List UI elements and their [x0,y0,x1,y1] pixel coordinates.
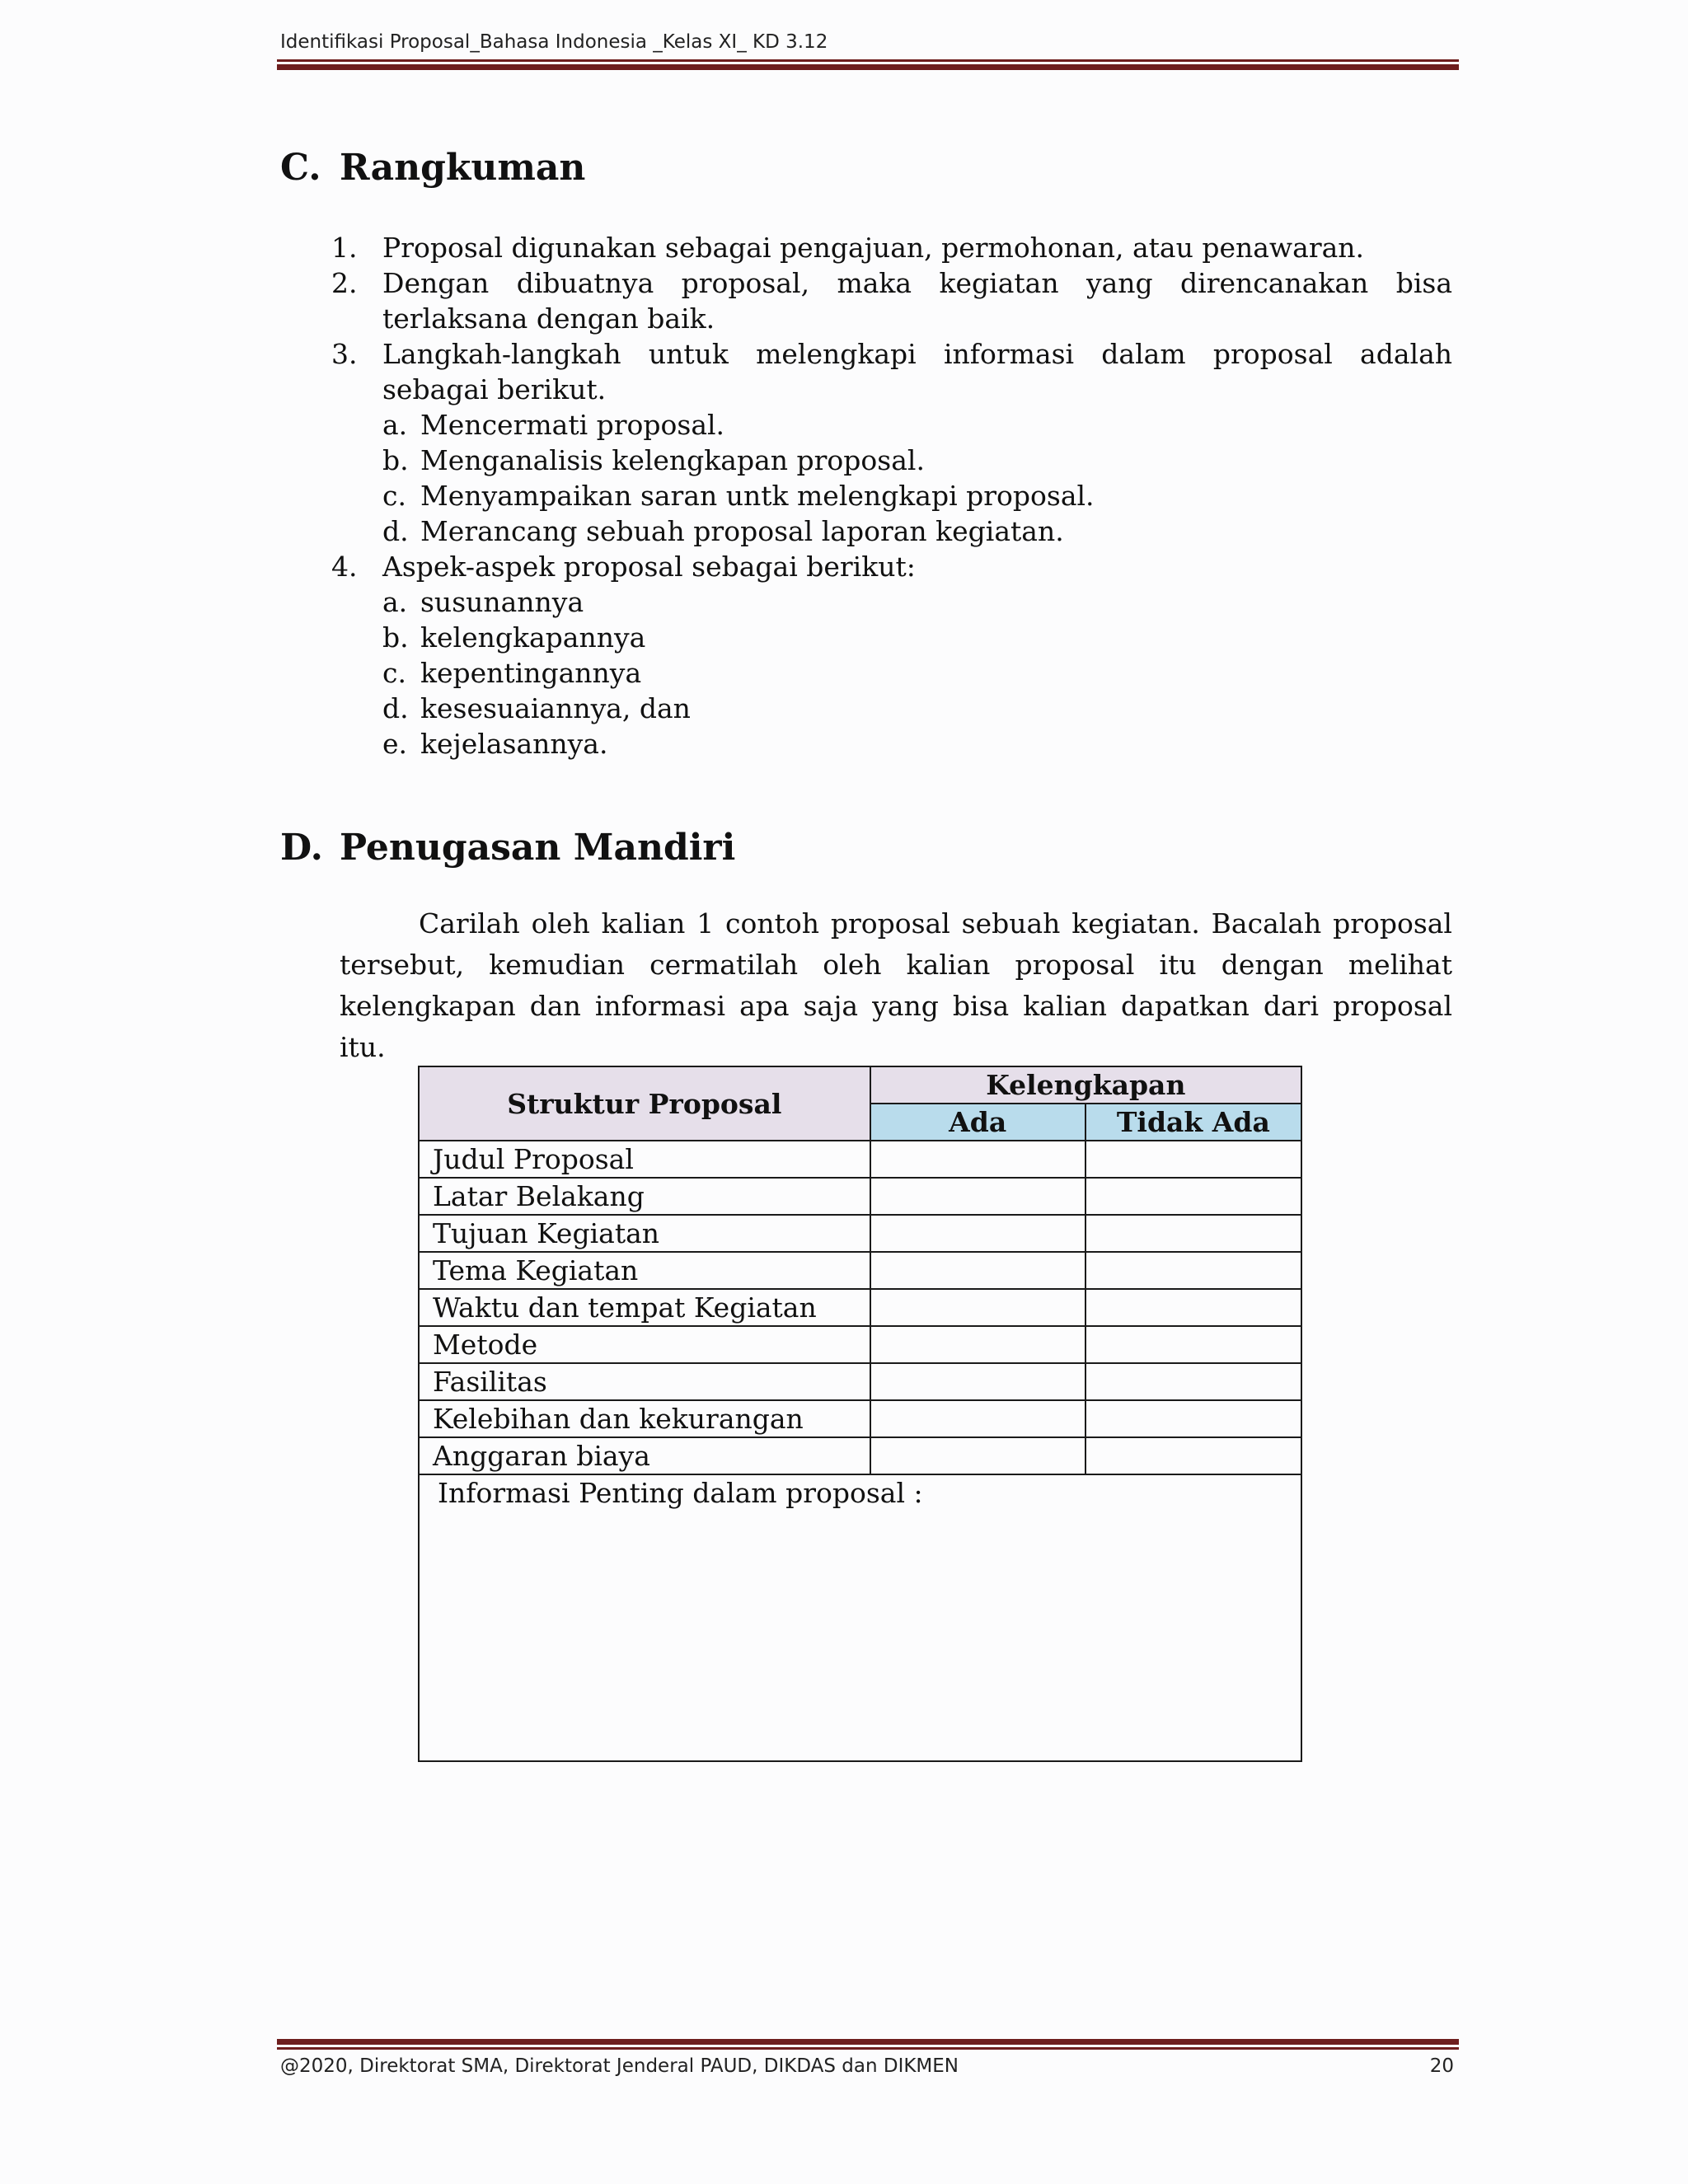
info-penting-label: Informasi Penting dalam proposal : [438,1477,923,1509]
sub-item-text: Merancang sebuah proposal laporan kegiatan. [420,515,1064,547]
sub-list-item [382,513,1452,549]
ada-cell[interactable] [870,1326,1085,1363]
info-penting-field[interactable] [419,1474,1301,1761]
sub-item-letter: a. [382,586,408,618]
sub-item-letter: b. [382,444,409,476]
column-header-struktur: Struktur Proposal [419,1066,870,1141]
footer-copyright: @2020, Direktorat SMA, Direktorat Jenderal PAUD, DIKDAS dan DIKMEN [280,2055,959,2077]
section-d-letter: D. [280,827,323,869]
list-item-number: 2. [331,267,358,299]
list-item-number: 3. [331,338,358,370]
ada-cell[interactable] [870,1141,1085,1178]
tidak-ada-cell[interactable] [1085,1363,1301,1400]
sub-item-letter: c. [382,480,406,512]
list-item [331,265,1452,336]
sub-item-text: kelengkapannya [420,621,646,654]
ada-cell[interactable] [870,1289,1085,1326]
running-header: Identifikasi Proposal_Bahasa Indonesia _Kelas XI_ KD 3.12 [280,31,828,53]
sub-item-letter: d. [382,515,409,547]
section-c-letter: C. [280,147,321,189]
table-row [419,1178,1301,1215]
list-item-text: Langkah-langkah untuk melengkapi informasi dalam proposal adalah sebagai berikut. [382,338,1452,405]
header-rule-thin [277,59,1459,62]
column-header-kelengkapan: Kelengkapan [870,1066,1301,1104]
row-label: Waktu dan tempat Kegiatan [419,1289,870,1326]
tidak-ada-cell[interactable] [1085,1437,1301,1474]
sub-item-text: Menyampaikan saran untk melengkapi proposal. [420,480,1095,512]
table-row [419,1252,1301,1289]
header-rule-thick [277,64,1459,70]
row-label: Fasilitas [419,1363,870,1400]
tidak-ada-cell[interactable] [1085,1400,1301,1437]
sub-list-item [382,726,1452,762]
row-label: Judul Proposal [419,1141,870,1178]
sub-item-text: Mencermati proposal. [420,409,725,441]
table-row [419,1437,1301,1474]
table-row [419,1289,1301,1326]
row-label: Metode [419,1326,870,1363]
tidak-ada-cell[interactable] [1085,1141,1301,1178]
list-item-text: Dengan dibuatnya proposal, maka kegiatan yang direncanakan bisa terlaksana dengan baik. [382,267,1452,335]
ada-cell[interactable] [870,1437,1085,1474]
list-item [331,230,1452,265]
list-item [331,336,1452,407]
sub-list-item [382,691,1452,726]
sub-item-text: kesesuaiannya, dan [420,692,691,724]
ada-cell[interactable] [870,1252,1085,1289]
sub-item-text: kejelasannya. [420,728,608,760]
footer-rule-thin [277,2047,1459,2050]
sub-item-letter: a. [382,409,408,441]
sub-list-item [382,620,1452,655]
section-d-title: Penugasan Mandiri [340,827,736,869]
tidak-ada-cell[interactable] [1085,1289,1301,1326]
sub-list-item [382,478,1452,513]
info-row [419,1474,1301,1761]
table-row [419,1363,1301,1400]
list-item [331,549,1452,584]
sub-list-item [382,584,1452,620]
table-row [419,1141,1301,1178]
sub-item-letter: b. [382,621,409,654]
ada-cell[interactable] [870,1400,1085,1437]
list-item-number: 4. [331,551,358,583]
ada-cell[interactable] [870,1178,1085,1215]
column-header-tidak-ada: Tidak Ada [1085,1104,1301,1141]
sub-item-text: susunannya [420,586,584,618]
table-row [419,1215,1301,1252]
ada-cell[interactable] [870,1215,1085,1252]
summary-list [331,230,1452,762]
footer-rule-thick [277,2039,1459,2045]
column-header-ada: Ada [870,1104,1085,1141]
tidak-ada-cell[interactable] [1085,1252,1301,1289]
sub-list-item [382,407,1452,443]
row-label: Tema Kegiatan [419,1252,870,1289]
row-label: Anggaran biaya [419,1437,870,1474]
table-row [419,1400,1301,1437]
list-item-text: Proposal digunakan sebagai pengajuan, permohonan, atau penawaran. [382,232,1365,264]
sub-list-item [382,655,1452,691]
list-item-number: 1. [331,232,358,264]
row-label: Kelebihan dan kekurangan [419,1400,870,1437]
row-label: Tujuan Kegiatan [419,1215,870,1252]
table-row [419,1326,1301,1363]
ada-cell[interactable] [870,1363,1085,1400]
sub-item-letter: c. [382,657,406,689]
sub-item-text: Menganalisis kelengkapan proposal. [420,444,925,476]
assignment-paragraph: Carilah oleh kalian 1 contoh proposal sebuah kegiatan. Bacalah proposal tersebut, kemudian cermatilah oleh kalian proposal itu dengan melihat kelengkapan dan informasi apa saja yang bisa kalian dapatkan dari proposal itu. [340,907,1452,1063]
row-label: Latar Belakang [419,1178,870,1215]
sub-item-text: kepentingannya [420,657,642,689]
sub-item-letter: e. [382,728,408,760]
page-number: 20 [1429,2055,1454,2077]
section-c-title: Rangkuman [340,147,586,189]
tidak-ada-cell[interactable] [1085,1326,1301,1363]
sub-list-item [382,443,1452,478]
tidak-ada-cell[interactable] [1085,1215,1301,1252]
sub-item-letter: d. [382,692,409,724]
proposal-checklist-table [418,1066,1302,1762]
tidak-ada-cell[interactable] [1085,1178,1301,1215]
list-item-text: Aspek-aspek proposal sebagai berikut: [382,551,916,583]
